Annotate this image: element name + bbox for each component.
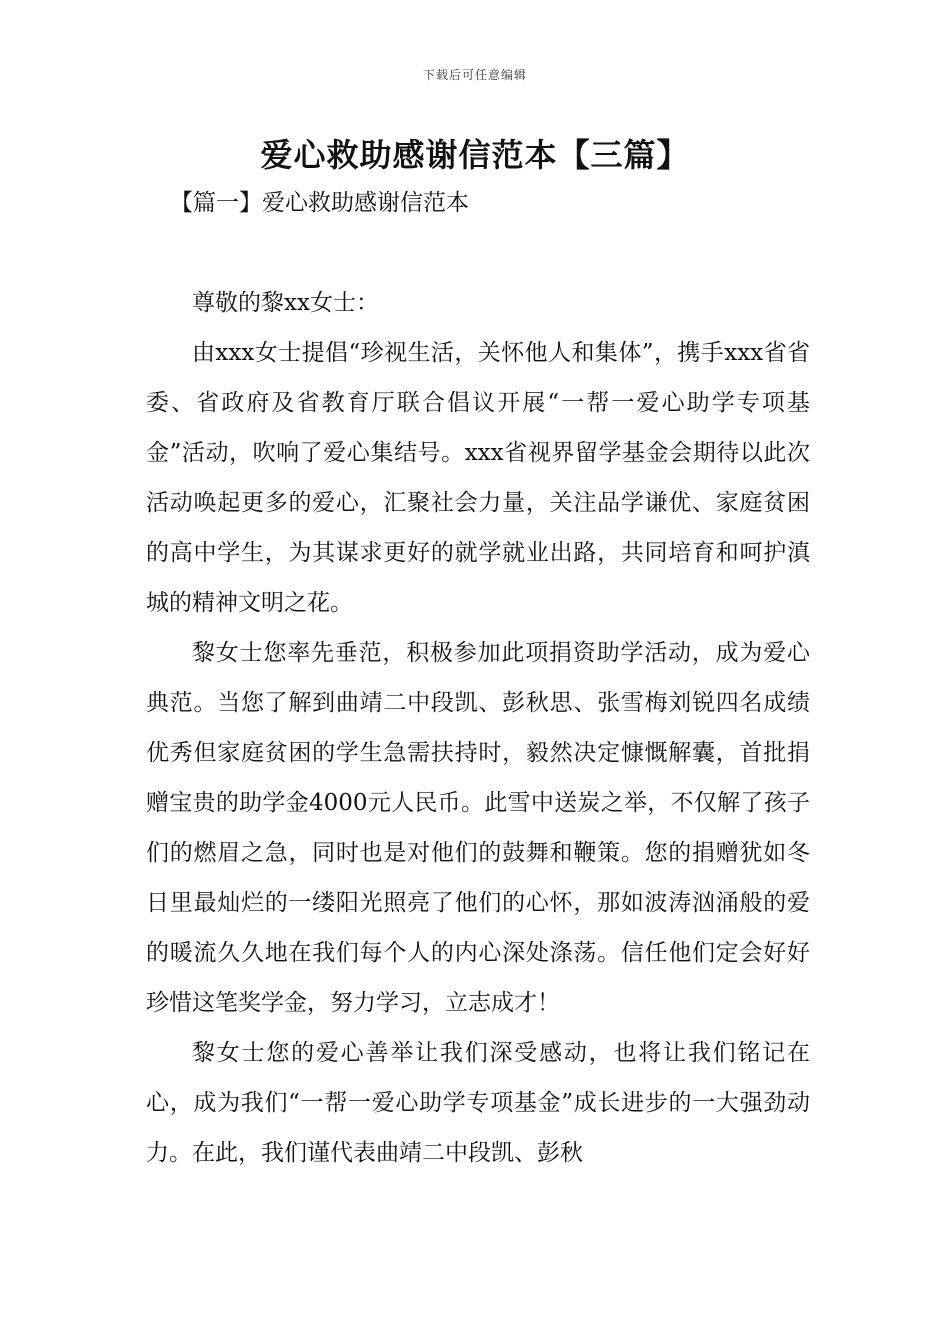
- letter-paragraph: 黎女士您率先垂范，积极参加此项捐资助学活动，成为爱心典范。当您了解到曲靖二中段凯、彭秋思、张雪梅刘锐四名成绩优秀但家庭贫困的学生急需扶持时，毅然决定慷慨解囊，首批捐赠宝贵的助学金4000元人民币。此雪中送炭之举，不仅解了孩子们的燃眉之急，同时也是对他们的鼓舞和鞭策。您的捐赠犹如冬日里最灿烂的一缕阳光照亮了他们的心怀，那如波涛汹涌般的爱的暖流久久地在我们每个人的内心深处涤荡。信任他们定会好好珍惜这笔奖学金，努力学习，立志成才！: [146, 640, 810, 1016]
- section-heading: 【篇一】爱心救助感谢信范本: [170, 190, 469, 216]
- letter-paragraph: 由xxx女士提倡“珍视生活，关怀他人和集体”，携手xxx省省委、省政府及省教育厅联合倡议开展“一帮一爱心助学专项基金”活动，吹响了爱心集结号。xxx省视界留学基金会期待以此次活动唤起更多的爱心，汇聚社会力量，关注品学谦优、家庭贫困的高中学生，为其谋求更好的就学就业出路，共同培育和呵护滇城的精神文明之花。: [146, 340, 810, 616]
- letter-salutation: 尊敬的黎xx女士：: [192, 290, 379, 316]
- letter-body: [146, 278, 810, 1178]
- letter-paragraph: 黎女士您的爱心善举让我们深受感动，也将让我们铭记在心，成为我们“一帮一爱心助学专项基金”成长进步的一大强劲动力。在此，我们谨代表曲靖二中段凯、彭秋: [146, 1040, 810, 1166]
- header-note: 下载后可任意编辑: [422, 68, 527, 82]
- document-title: 爱心救助感谢信范本【三篇】: [260, 136, 690, 174]
